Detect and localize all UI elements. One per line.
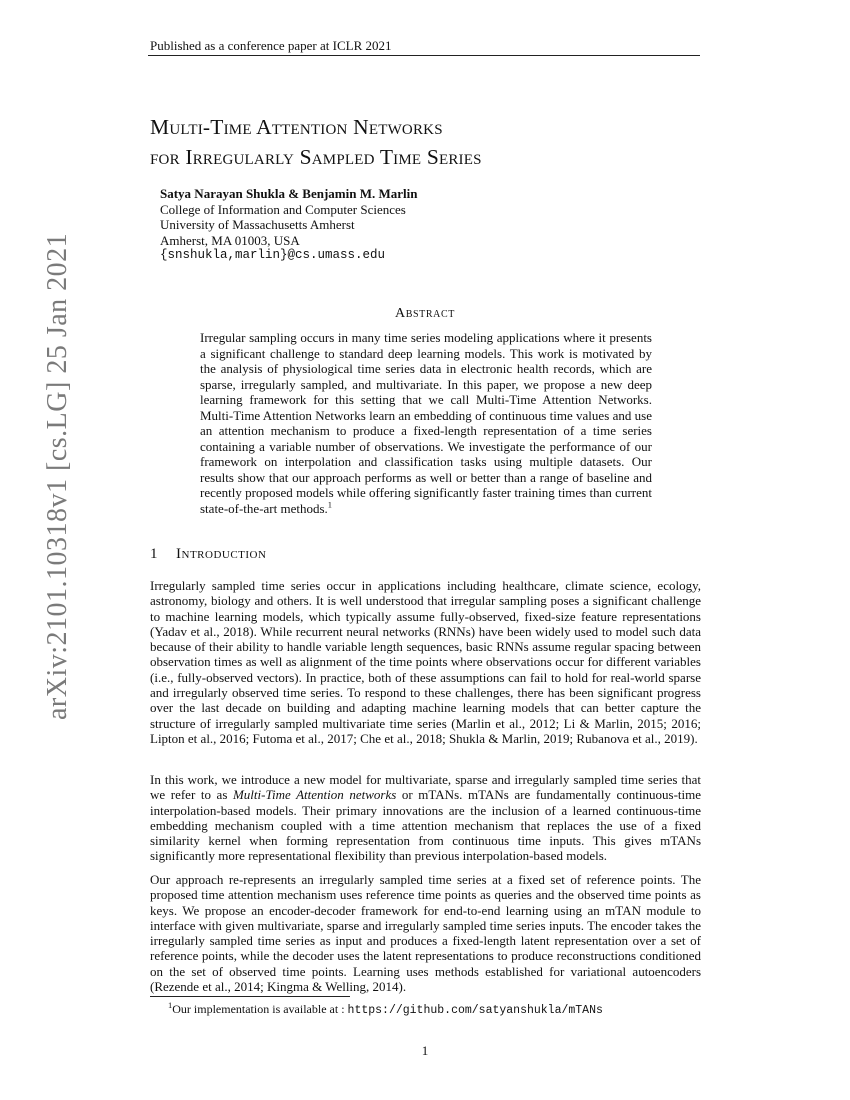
- intro-paragraph-2: [150, 772, 701, 864]
- author-block: [160, 186, 418, 264]
- intro-paragraph-1: Irregularly sampled time series occur in applications including healthcare, climate science, ecology, astronomy, biology and others. It is well understood that irregular sampling poses a significant challenge to machine learning models, which typically assume fully-observed, fixed-size feature representations (Yadav et al., 2018). While recurrent neural networks (RNNs) have been widely used to model such data because of their ability to handle variable length sequences, basic RNNs assume regular spacing between observation times as well as alignment of the time points where observations occur for different variables (i.e., fully-observed vectors). In practice, both of these assumptions can fail to hold for real-world sparse and irregularly observed time series. To respond to these challenges, there has been significant progress over the last decade on building and adapting machine learning models that can better capture the structure of irregularly sampled multivariate time series (Marlin et al., 2012; Li & Marlin, 2015; 2016; Lipton et al., 2016; Futoma et al., 2017; Che et al., 2018; Shukla & Marlin, 2019; Rubanova et al., 2019).: [150, 578, 701, 746]
- section-title: Introduction: [176, 546, 267, 562]
- running-header: Published as a conference paper at ICLR 2021: [150, 38, 392, 53]
- author-affiliation-2: University of Massachusetts Amherst: [160, 217, 355, 232]
- footnote-mark: 1: [168, 1000, 173, 1010]
- intro-paragraph-3: Our approach re-represents an irregularly sampled time series at a fixed set of reference points. The proposed time attention mechanism uses reference time points as queries and the observed time points as keys. We propose an encoder-decoder framework for end-to-end learning using an mTAN module to interface with given multivariate, sparse and irregularly sampled time series inputs. The encoder takes the irregularly sampled time series as input and produces a fixed-length latent representation over a set of reference points, while the decoder uses the latent representations to produce reconstructions conditioned on the set of observed time points. Learning uses methods established for variational autoencoders (Rezende et al., 2014; Kingma & Welling, 2014).: [150, 872, 701, 995]
- arxiv-identifier-stamp: arXiv:2101.10318v1 [cs.LG] 25 Jan 2021: [42, 232, 73, 720]
- author-affiliation-1: College of Information and Computer Sciences: [160, 201, 406, 217]
- paragraph-2-text-start: In this work, we introduce a new model for multivariate, sparse and irregularly sampled time series that we refer to as: [150, 772, 701, 803]
- section-number: 1: [150, 546, 158, 562]
- abstract-text: Irregular sampling occurs in many time series modeling applications where it presents a significant challenge to standard deep learning models. This work is motivated by the analysis of physiological time series data in electronic health records, which are sparse, irregularly sampled, and multivariate. In this paper, we propose a new deep learning framework for this setting that we call Multi-Time Attention Networks. Multi-Time Attention Networks learn an embedding of continuous time values and use an attention mechanism to produce a fixed-length representation of a time series containing a variable number of observations. We investigate the performance of our framework on interpolation and classification tasks using multiple datasets. Our results show that our approach performs as well or better than a range of baseline and recently proposed models while offering significantly faster training times than current state-of-the-art methods.: [200, 330, 652, 516]
- abstract-body: [200, 330, 652, 516]
- footnote-url-link[interactable]: https://github.com/satyanshukla/mTANs: [347, 1004, 603, 1017]
- abstract-heading: Abstract: [395, 306, 455, 321]
- footnote-text: Our implementation is available at :: [172, 1002, 348, 1016]
- paragraph-2-text-end: or mTANs. mTANs are fundamentally continuous-time interpolation-based models. Their primary innovations are the inclusion of a learned continuous-time embedding mechanism coupled with a time attention mechanism that replaces the use of a fixed similarity kernel when forming representation from continuous time inputs. This gives mTANs significantly more representational flexibility than previous interpolation-based models.: [150, 787, 701, 864]
- author-names: Satya Narayan Shukla & Benjamin M. Marlin: [160, 186, 418, 201]
- abstract-footnote-mark: 1: [327, 499, 333, 510]
- page-number: 1: [421, 1043, 429, 1058]
- paper-title: [150, 112, 710, 172]
- title-line-2: for Irregularly Sampled Time Series: [150, 145, 482, 169]
- title-line-1: Multi-Time Attention Networks: [150, 115, 443, 139]
- footnote-rule: [150, 996, 350, 997]
- author-address: Amherst, MA 01003, USA: [160, 232, 300, 248]
- footnote: [168, 1002, 603, 1017]
- section-heading-introduction: [150, 546, 266, 563]
- paragraph-2-emphasis: Multi-Time Attention networks: [232, 787, 397, 803]
- author-email: {snshukla,marlin}@cs.umass.edu: [160, 248, 386, 262]
- header-rule: [148, 55, 700, 56]
